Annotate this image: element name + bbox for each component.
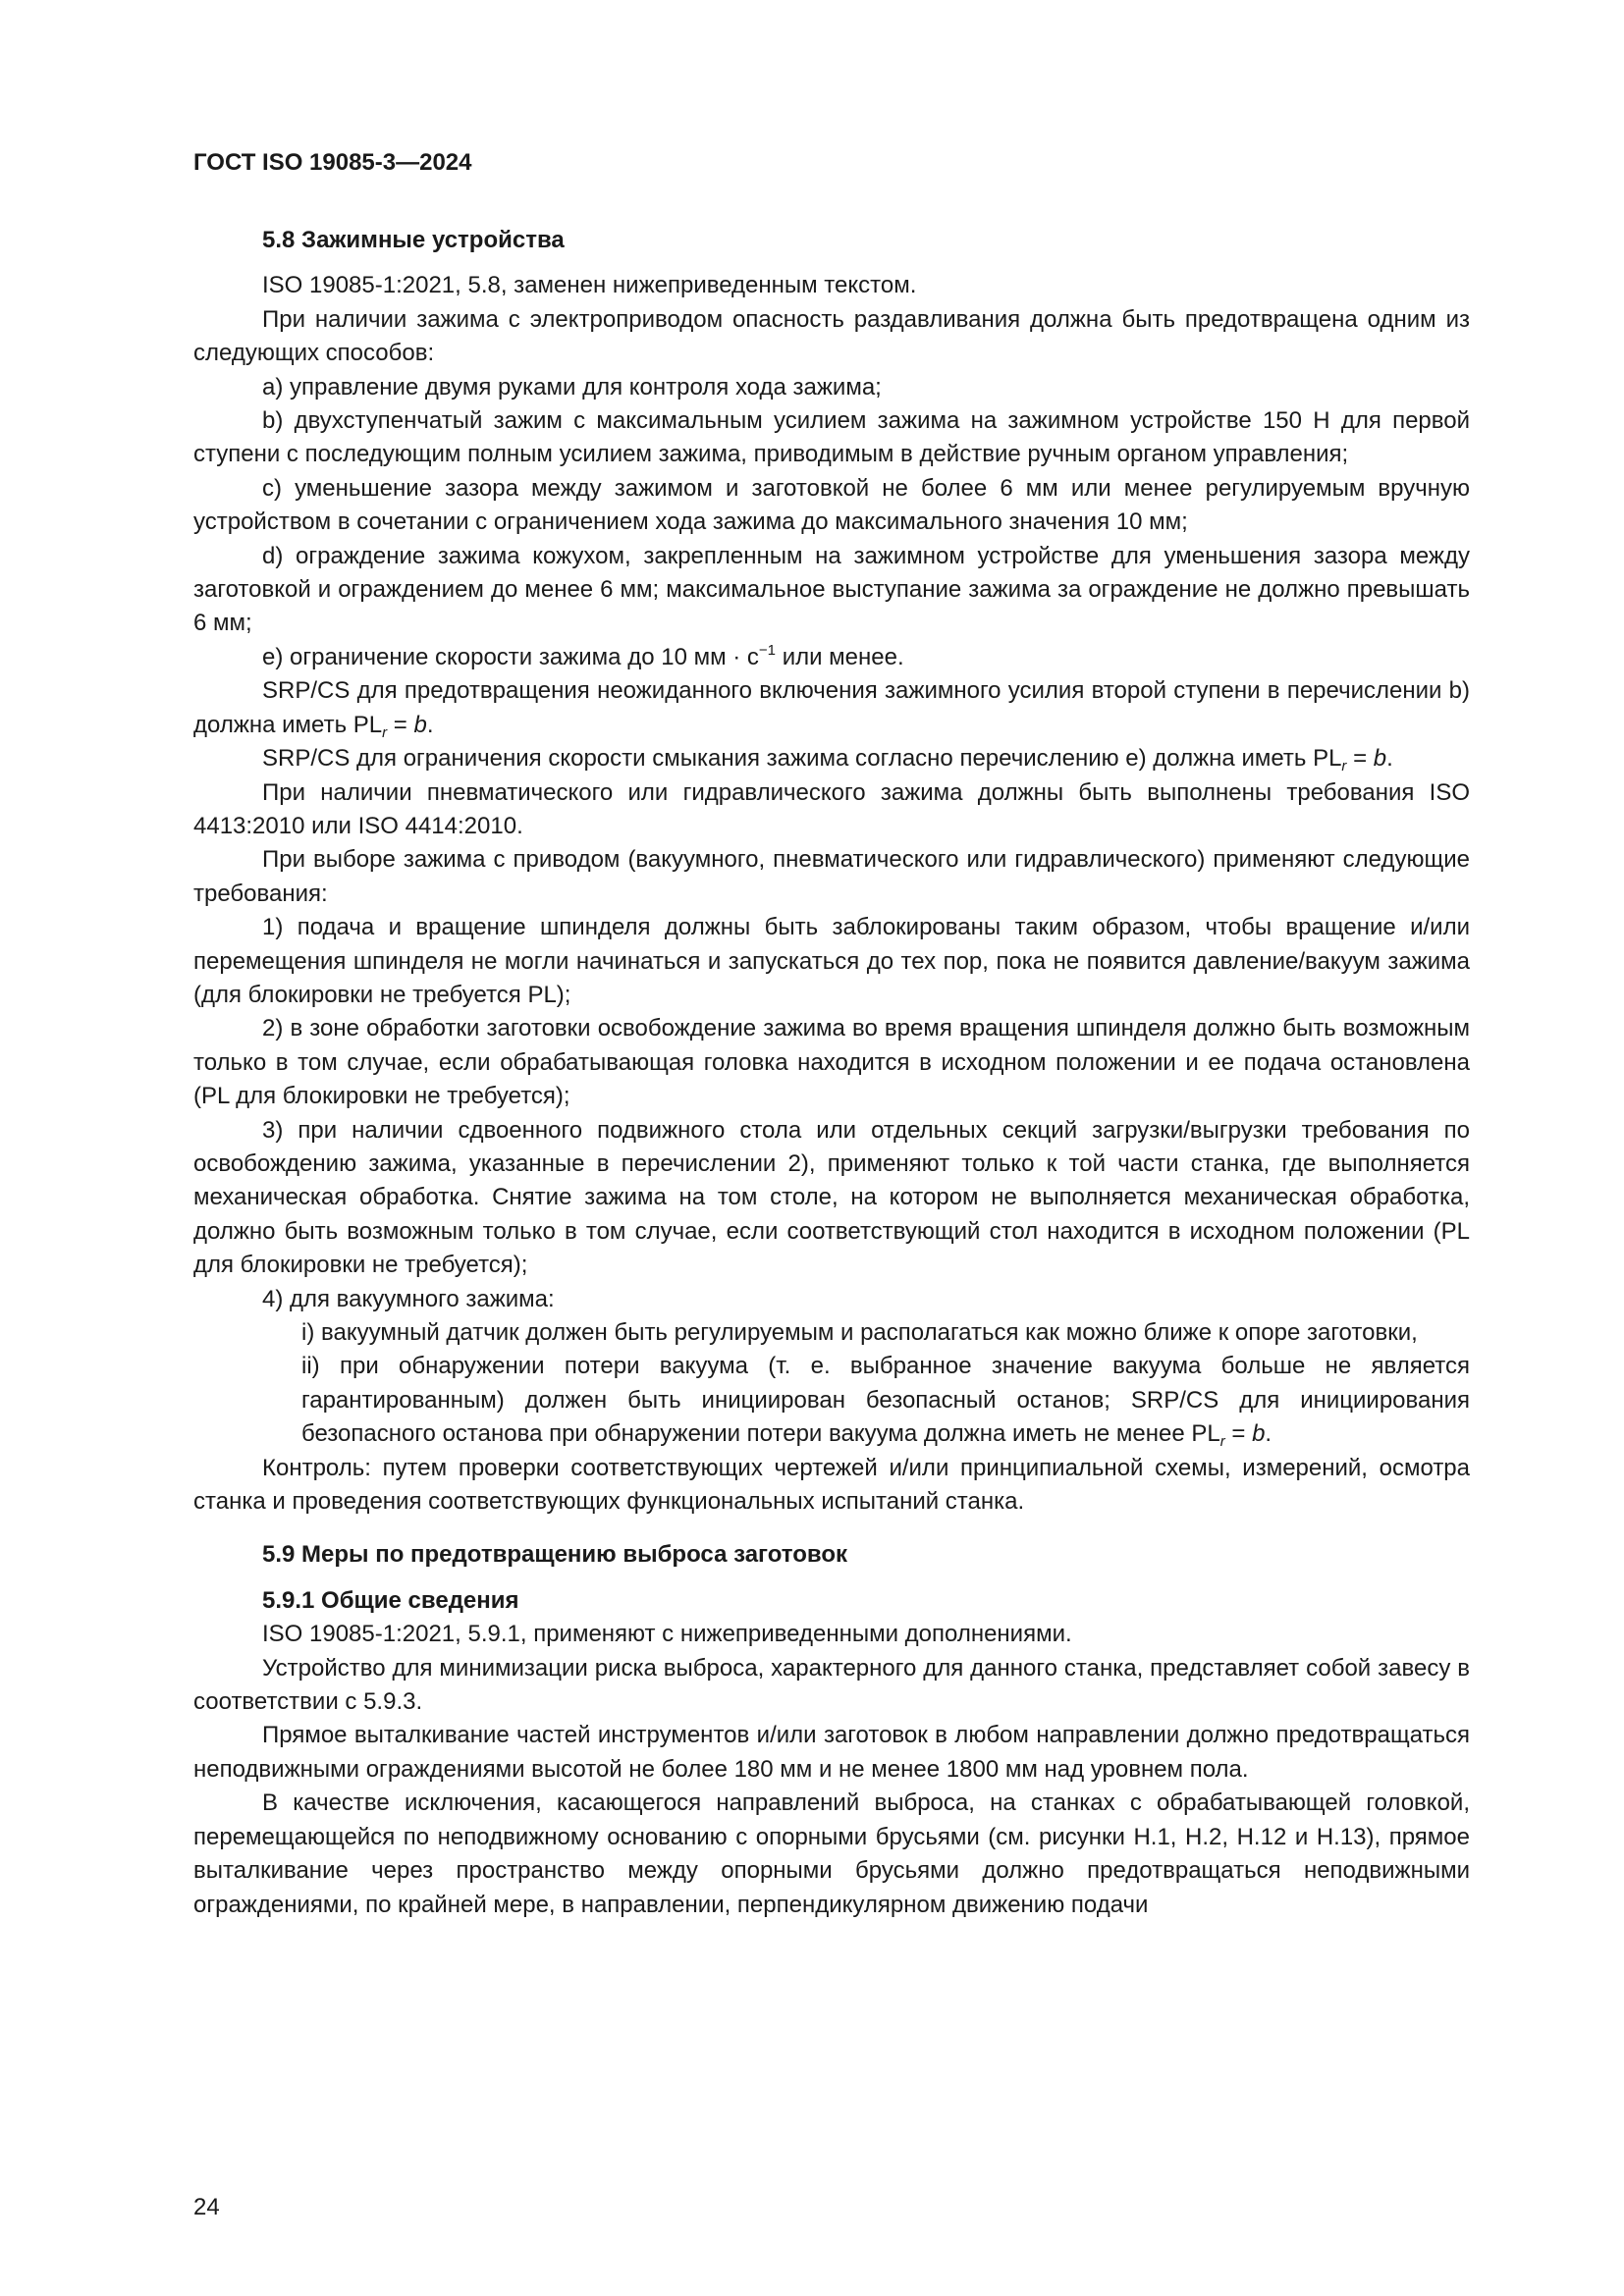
paragraph: В качестве исключения, касающегося направлений выброса, на станках с обрабатывающей головкой, перемещающейся по неподвижному основанию с опорными брусьями (см. рисунки H.1, H.2, H.12 и H.13), прямое выталкивание через пространство между опорными брусьями должно предотвращаться неподвижными ограждениями, по крайней мере, в направлении, перпендикулярном движению подачи [193, 1789, 1470, 1918]
list-item-e [193, 641, 1470, 674]
control-paragraph: Контроль: путем проверки соответствующих чертежей и/или принципиальной схемы, измерений, осмотра станка и проведения соответствующих функциональных испытаний станка. [193, 1454, 1470, 1516]
pl-value: b [413, 711, 427, 738]
requirement-2: 2) в зоне обработки заготовки освобождение зажима во время вращения шпинделя должно быть возможным только в том случае, если обрабатывающая головка находится в исходном положении и ее подача остановлена (PL для блокировки не требуется); [193, 1015, 1470, 1110]
paragraph-srp-2 [193, 742, 1470, 775]
document-code: ГОСТ ISO 19085-3—2024 [193, 149, 472, 176]
requirement-4: 4) для вакуумного зажима: [262, 1285, 555, 1312]
list-item-a: a) управление двумя руками для контроля хода зажима; [262, 373, 882, 400]
requirement-1: 1) подача и вращение шпинделя должны быть заблокированы таким образом, чтобы вращение и/или перемещения шпинделя не могли начинаться и запускаться до тех пор, пока не появится давление/вакуум зажима (для блокировки не требуется PL); [193, 914, 1470, 1008]
srp-text: SRP/CS для ограничения скорости смыкания зажима согласно перечислению e) должна иметь PL [262, 745, 1342, 773]
pl-value: b [1252, 1420, 1266, 1448]
requirement-4-ii [193, 1350, 1470, 1451]
paragraph: При выборе зажима с приводом (вакуумного, пневматического или гидравлического) применяют следующие требования: [193, 846, 1470, 907]
page-number: 24 [193, 2194, 220, 2220]
srp-text: SRP/CS для предотвращения неожиданного включения зажимного усилия второй ступени в перечислении b) должна иметь PL [193, 677, 1470, 738]
requirement-4-i: i) вакуумный датчик должен быть регулируемым и располагаться как можно ближе к опоре заготовки, [301, 1319, 1418, 1346]
requirement-4-ii-text: ii) при обнаружении потери вакуума (т. е. выбранное значение вакуума больше не является гарантированным) должен быть инициирован безопасный останов; SRP/CS для инициирования безопасного останова при обнаружении потери вакуума должна иметь не менее PL [301, 1353, 1470, 1448]
list-item-b: b) двухступенчатый зажим с максимальным усилием зажима на зажимном устройстве 150 Н для первой ступени с последующим полным усилием зажима, приводимым в действие ручным органом управления; [193, 407, 1470, 468]
pl-subscript: r [1219, 1433, 1225, 1451]
section-5-9-1-title: 5.9.1 Общие сведения [262, 1586, 519, 1614]
paragraph: Прямое выталкивание частей инструментов и/или заготовок в любом направлении должно предотвращаться неподвижными ограждениями высотой не более 180 мм и не менее 1800 мм над уровнем пола. [193, 1722, 1470, 1783]
requirement-3: 3) при наличии сдвоенного подвижного стола или отдельных секций загрузки/выгрузки требования по освобождению зажима, указанные в перечислении 2), применяют только к той части станка, где выполняется механическая обработка. Снятие зажима на том столе, на котором не выполняется механическая обработка, должно быть возможным только в том случае, если соответствующий стол находится в исходном положении (PL для блокировки не требуется); [193, 1116, 1470, 1279]
section-5-8-title: 5.8 Зажимные устройства [262, 227, 565, 253]
dot: . [1386, 745, 1393, 773]
superscript: −1 [758, 641, 777, 659]
list-item-d: d) ограждение зажима кожухом, закрепленным на зажимном устройстве для уменьшения зазора между заготовкой и ограждением до менее 6 мм; максимальное выступание зажима за ограждение не должно превышать 6 мм; [193, 542, 1470, 637]
pl-eq: = [1346, 745, 1374, 773]
pl-eq: = [1224, 1420, 1253, 1448]
document-body [193, 224, 1470, 1922]
list-item-e-text: e) ограничение скорости зажима до 10 мм · с [262, 643, 759, 670]
pl-subscript: r [1341, 758, 1347, 775]
dot: . [426, 711, 434, 738]
paragraph-srp-1 [193, 674, 1470, 742]
dot: . [1265, 1420, 1272, 1448]
paragraph: ISO 19085-1:2021, 5.8, заменен нижеприведенным текстом. [262, 272, 917, 299]
list-item-e-tail: или менее. [776, 643, 904, 670]
section-5-9-title: 5.9 Меры по предотвращению выброса заготовок [262, 1541, 847, 1569]
paragraph: При наличии пневматического или гидравлического зажима должны быть выполнены требования ISO 4413:2010 или ISO 4414:2010. [193, 778, 1470, 839]
pl-eq: = [387, 711, 414, 738]
paragraph: Устройство для минимизации риска выброса, характерного для данного станка, представляет собой завесу в соответствии с 5.9.3. [193, 1654, 1470, 1716]
paragraph: При наличии зажима с электроприводом опасность раздавливания должна быть предотвращена одним из следующих способов: [193, 305, 1470, 367]
list-item-c: c) уменьшение зазора между зажимом и заготовкой не более 6 мм или менее регулируемым вручную устройством в сочетании с ограничением хода зажима до максимального значения 10 мм; [193, 474, 1470, 536]
pl-subscript: r [382, 723, 388, 741]
paragraph: ISO 19085-1:2021, 5.9.1, применяют с нижеприведенными дополнениями. [262, 1621, 1072, 1648]
pl-value: b [1373, 745, 1387, 773]
